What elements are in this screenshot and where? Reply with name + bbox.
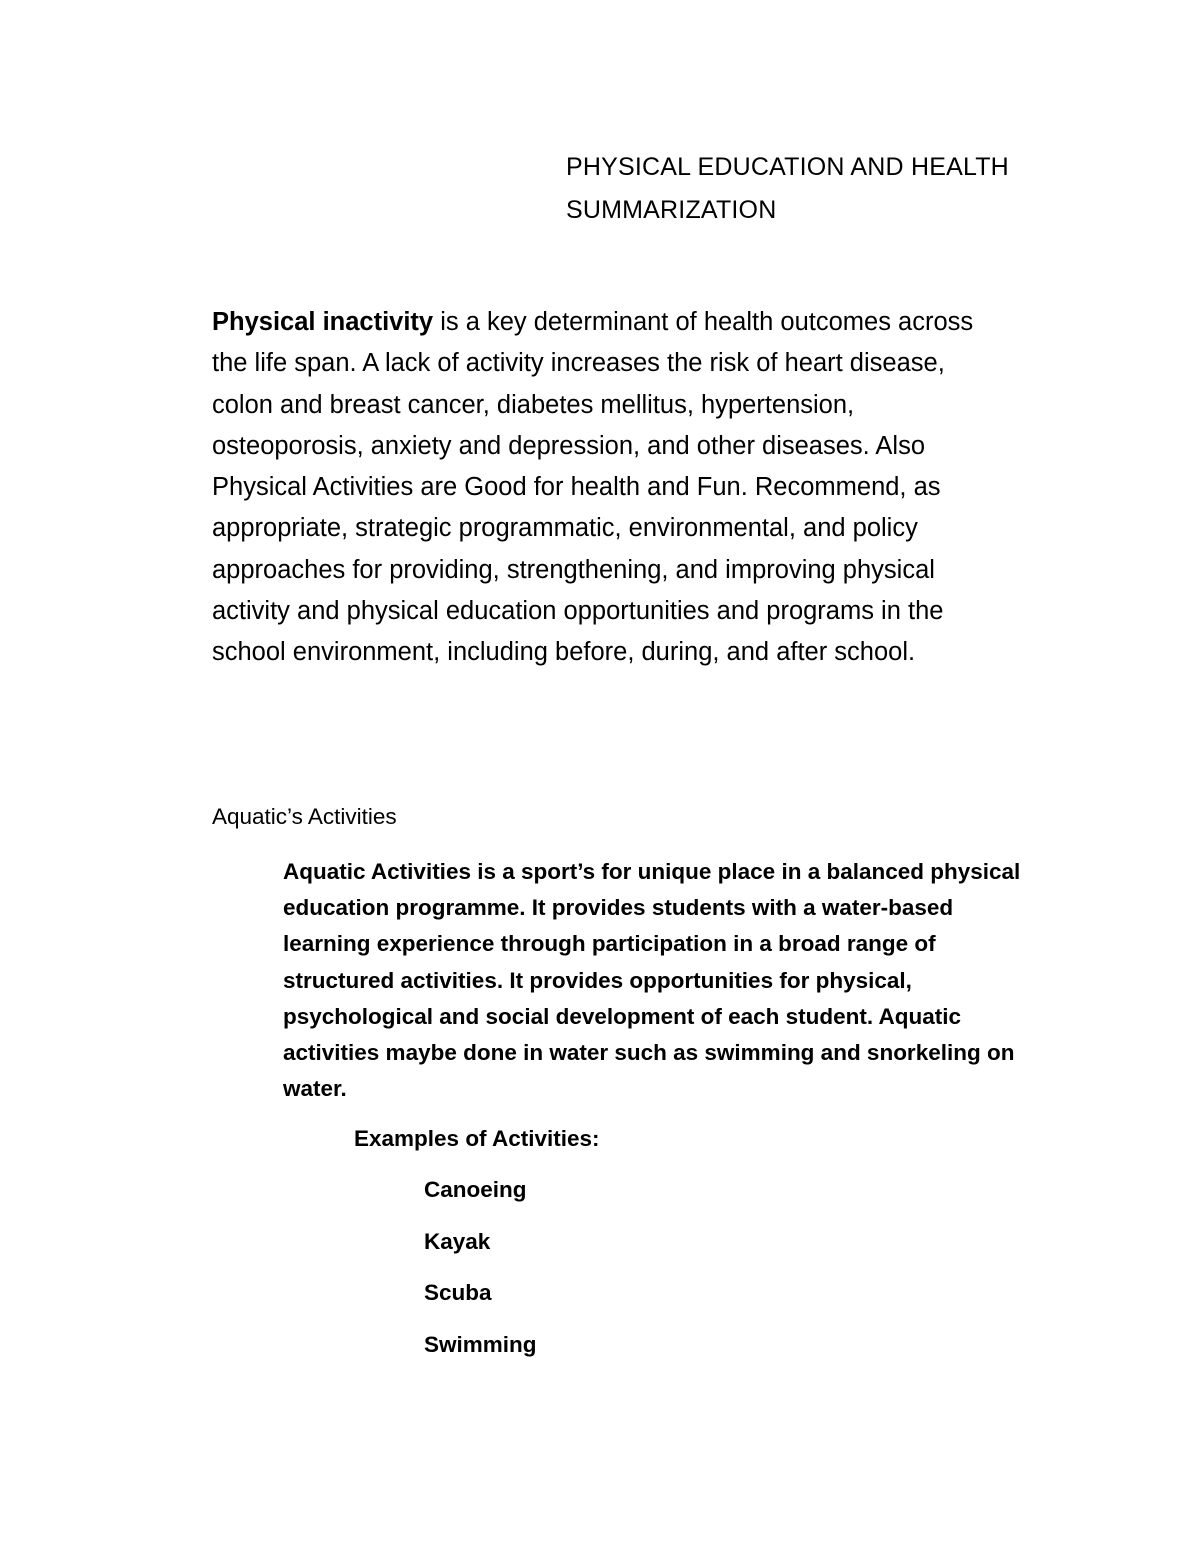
- intro-line-1-rest: is a key determinant of health outcomes across: [433, 308, 974, 336]
- aquatic-paragraph: [283, 854, 1103, 1107]
- aquatic-line: water.: [283, 1076, 347, 1102]
- aquatic-line: structured activities. It provides opportunities for physical,: [283, 967, 912, 993]
- intro-line: appropriate, strategic programmatic, environmental, and policy: [212, 514, 918, 543]
- examples-heading: Examples of Activities:: [354, 1126, 600, 1151]
- aquatic-line: psychological and social development of each student. Aquatic: [283, 1003, 962, 1029]
- aquatic-line: learning experience through participation in a broad range of: [283, 931, 936, 957]
- intro-line: activity and physical education opportunities and programs in the: [212, 597, 944, 626]
- intro-line: the life span. A lack of activity increases the risk of heart disease,: [212, 349, 945, 378]
- intro-paragraph: [212, 302, 1092, 674]
- intro-line: Physical Activities are Good for health and Fun. Recommend, as: [212, 473, 941, 502]
- intro-line: osteoporosis, anxiety and depression, and other diseases. Also: [212, 431, 926, 460]
- title-line-2: SUMMARIZATION: [566, 196, 777, 224]
- intro-line: school environment, including before, during, and after school.: [212, 638, 916, 667]
- example-item-kayak: Kayak: [424, 1228, 491, 1254]
- document-title: [566, 146, 1009, 232]
- examples-list: [424, 1175, 537, 1381]
- aquatic-line: activities maybe done in water such as swimming and snorkeling on: [283, 1040, 1015, 1066]
- aquatic-section-heading: Aquatic’s Activities: [212, 804, 397, 829]
- intro-line: approaches for providing, strengthening, and improving physical: [212, 555, 935, 584]
- title-line-1: PHYSICAL EDUCATION AND HEALTH: [566, 153, 1009, 181]
- example-item-swimming: Swimming: [424, 1331, 537, 1357]
- example-item-scuba: Scuba: [424, 1280, 492, 1306]
- intro-line: colon and breast cancer, diabetes mellitus, hypertension,: [212, 390, 855, 419]
- aquatic-line: education programme. It provides students with a water-based: [283, 895, 954, 921]
- example-item-canoeing: Canoeing: [424, 1177, 527, 1202]
- intro-bold-lead: Physical inactivity: [212, 308, 434, 336]
- aquatic-line: Aquatic Activities is a sport’s for unique place in a balanced physical: [283, 859, 1021, 884]
- intro-line: [212, 302, 1092, 343]
